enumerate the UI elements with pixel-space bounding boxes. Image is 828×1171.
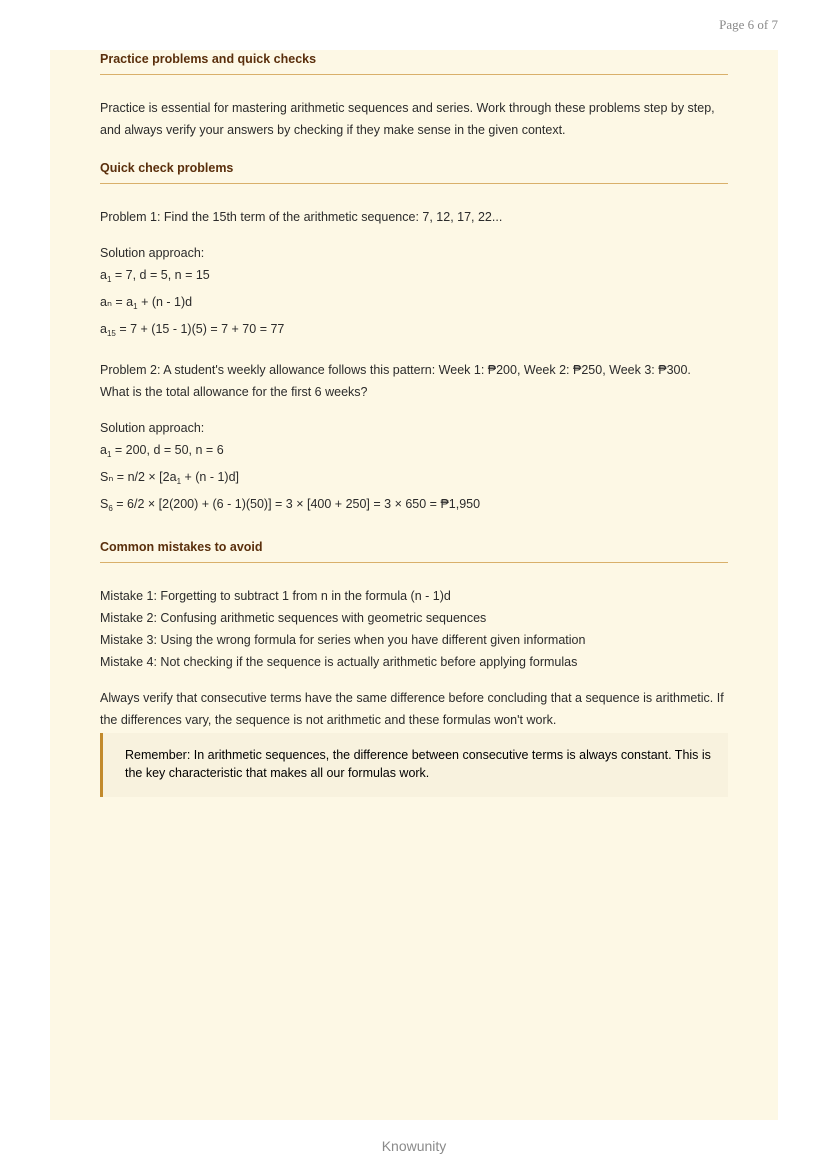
solution-line: $a_{15} = 7 + (15 - 1)(5) = 7 + 70 = 77$ bbox=[100, 322, 285, 338]
mistakes-list bbox=[100, 585, 728, 673]
document-page bbox=[50, 50, 778, 1120]
section-heading-mistakes: Common mistakes to avoid bbox=[100, 538, 728, 563]
section-heading-practice: Practice problems and quick checks bbox=[100, 50, 728, 75]
mistake-item: Mistake 4: Not checking if the sequence is actually arithmetic before applying formulas bbox=[100, 655, 578, 669]
solution-label: Solution approach: bbox=[100, 421, 205, 435]
callout-text: Remember: In arithmetic sequences, the difference between consecutive terms is always constant. This is the key characteristic that makes all our formulas work. bbox=[125, 748, 711, 780]
page-number: Page 6 of 7 bbox=[719, 17, 778, 32]
solution-line: $a_1 = 200$, d = 50, n = 6 bbox=[100, 443, 224, 459]
problem-1-solution bbox=[100, 242, 728, 345]
problem-2-solution bbox=[100, 417, 728, 520]
page-content bbox=[100, 50, 728, 731]
solution-label: Solution approach: bbox=[100, 246, 205, 260]
solution-line: $S_6 = 6/2 \times [2(200) + (6 - 1)(50)] = 3 \times [400 + 250] = 3 \times 650$ = ₱1,950 bbox=[100, 497, 481, 513]
mistake-item: Mistake 3: Using the wrong formula for series when you have different given information bbox=[100, 633, 586, 647]
solution-line: $a_n = a_1 + (n - 1)d$ bbox=[100, 295, 193, 311]
mistake-item: Mistake 2: Confusing arithmetic sequences with geometric sequences bbox=[100, 611, 487, 625]
mistake-item: Mistake 1: Forgetting to subtract 1 from n in the formula (n - 1)d bbox=[100, 589, 451, 603]
verify-paragraph: Always verify that consecutive terms have the same difference before concluding that a sequence is arithmetic. If the differences vary, the sequence is not arithmetic and these formulas won't work. bbox=[100, 691, 724, 727]
intro-paragraph: Practice is essential for mastering arithmetic sequences and series. Work through these problems step by step, and always verify your answers by checking if they make sense in the given context. bbox=[100, 101, 715, 137]
problem-2-statement: Problem 2: A student's weekly allowance follows this pattern: Week 1: ₱200, Week 2: ₱250, Week 3: ₱300. What is the total allowance for the first 6 weeks? bbox=[100, 363, 691, 399]
remember-callout bbox=[100, 733, 728, 797]
solution-line: $S_n = n/2 \times [2a_1 + (n - 1)d]$ bbox=[100, 470, 240, 486]
section-heading-quick-check: Quick check problems bbox=[100, 159, 728, 184]
solution-line: $a_1 = 7$, d = 5, n = 15 bbox=[100, 268, 210, 284]
footer-brand: Knowunity bbox=[381, 1138, 447, 1154]
problem-1-statement: Problem 1: Find the 15th term of the arithmetic sequence: 7, 12, 17, 22... bbox=[100, 210, 503, 224]
